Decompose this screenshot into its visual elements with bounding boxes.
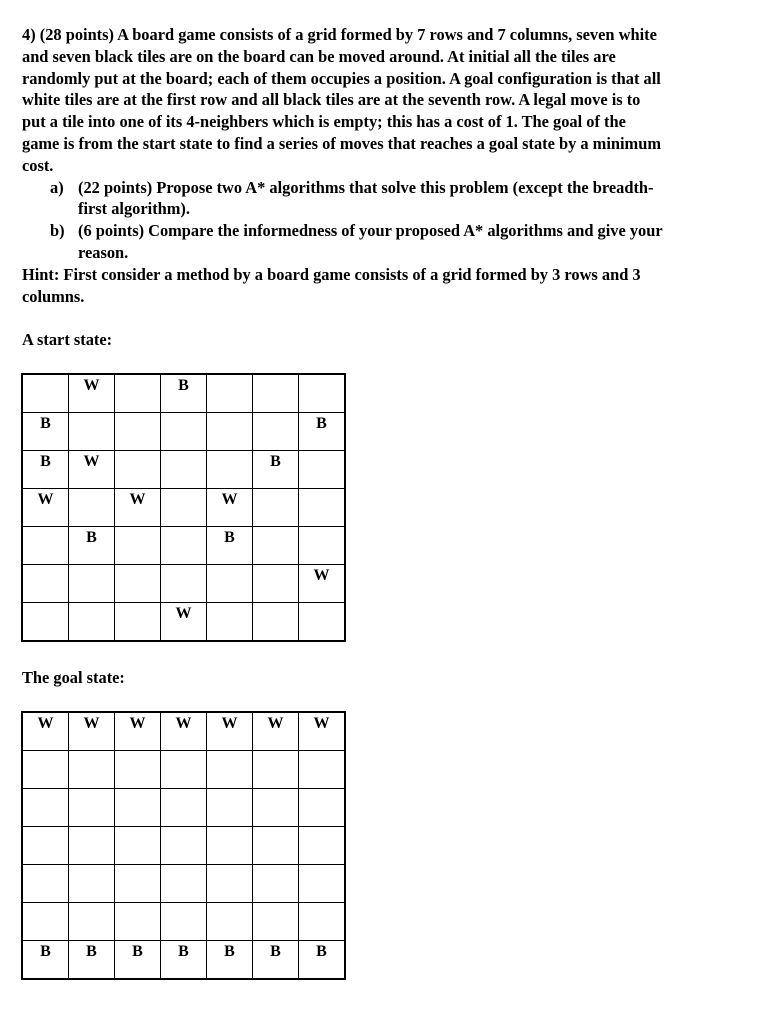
board-row bbox=[22, 527, 345, 565]
hint-text bbox=[22, 264, 762, 308]
board-cell: W bbox=[207, 712, 253, 751]
board-cell: B bbox=[22, 451, 69, 489]
question-line: and seven black tiles are on the board can be moved around. At initial all the tiles are bbox=[22, 46, 616, 66]
part-label: a) bbox=[50, 177, 64, 197]
board-cell bbox=[22, 527, 69, 565]
board-cell bbox=[207, 827, 253, 865]
board-cell bbox=[207, 374, 253, 413]
board-cell bbox=[207, 603, 253, 642]
board-cell bbox=[207, 751, 253, 789]
board-cell: W bbox=[299, 565, 346, 603]
board-cell bbox=[161, 827, 207, 865]
board-cell bbox=[253, 827, 299, 865]
board-cell bbox=[299, 903, 346, 941]
question-block bbox=[22, 24, 762, 307]
board-cell: B bbox=[69, 941, 115, 980]
question-line: 4) (28 points) A board game consists of a grid formed by 7 rows and 7 columns, seven white bbox=[22, 25, 657, 44]
board-cell: W bbox=[22, 489, 69, 527]
board-cell bbox=[299, 527, 346, 565]
hint-line: columns. bbox=[22, 286, 85, 306]
board-cell: B bbox=[253, 941, 299, 980]
question-line: cost. bbox=[22, 155, 54, 175]
board-cell bbox=[161, 451, 207, 489]
board-cell bbox=[299, 451, 346, 489]
board-cell bbox=[69, 565, 115, 603]
question-line: put a tile into one of its 4-neighbers which is empty; this has a cost of 1. The goal of the bbox=[22, 112, 626, 132]
board-cell bbox=[22, 865, 69, 903]
board-cell bbox=[115, 903, 161, 941]
board-cell bbox=[69, 827, 115, 865]
board-cell bbox=[22, 789, 69, 827]
board-cell: W bbox=[161, 712, 207, 751]
part-b bbox=[50, 220, 762, 264]
board-cell bbox=[253, 603, 299, 642]
board-cell bbox=[22, 565, 69, 603]
board-cell bbox=[69, 789, 115, 827]
board-cell bbox=[115, 451, 161, 489]
board-cell bbox=[69, 903, 115, 941]
board-row bbox=[22, 603, 345, 642]
board-cell bbox=[161, 789, 207, 827]
board-cell bbox=[207, 413, 253, 451]
board-cell bbox=[115, 789, 161, 827]
goal-state-board bbox=[21, 711, 346, 980]
board-cell bbox=[299, 603, 346, 642]
board-cell bbox=[299, 489, 346, 527]
board-cell: W bbox=[207, 489, 253, 527]
part-line: (22 points) Propose two A* algorithms that solve this problem (except the breadth- bbox=[78, 177, 654, 197]
part-line: (6 points) Compare the informedness of your proposed A* algorithms and give your bbox=[78, 221, 663, 241]
board-cell: W bbox=[299, 712, 346, 751]
board-row bbox=[22, 565, 345, 603]
board-cell: B bbox=[161, 941, 207, 980]
board-cell bbox=[69, 489, 115, 527]
board-cell: W bbox=[69, 374, 115, 413]
board-cell bbox=[253, 489, 299, 527]
board-cell bbox=[69, 413, 115, 451]
board-cell bbox=[161, 903, 207, 941]
board-cell: B bbox=[207, 527, 253, 565]
board-cell bbox=[161, 565, 207, 603]
board-cell bbox=[22, 374, 69, 413]
board-cell bbox=[115, 413, 161, 451]
board-cell bbox=[299, 751, 346, 789]
board-cell: B bbox=[69, 527, 115, 565]
board-row bbox=[22, 865, 345, 903]
part-a bbox=[50, 177, 762, 221]
board-cell bbox=[253, 751, 299, 789]
board-row bbox=[22, 827, 345, 865]
part-text bbox=[78, 220, 663, 264]
board-cell bbox=[253, 865, 299, 903]
board-cell: W bbox=[69, 712, 115, 751]
board-cell bbox=[69, 751, 115, 789]
board-cell: B bbox=[253, 451, 299, 489]
board-cell bbox=[115, 603, 161, 642]
board-cell bbox=[253, 565, 299, 603]
board-cell bbox=[299, 789, 346, 827]
board-cell bbox=[115, 527, 161, 565]
part-label: b) bbox=[50, 221, 65, 241]
board-cell: W bbox=[22, 712, 69, 751]
board-cell bbox=[161, 751, 207, 789]
question-line: white tiles are at the first row and all black tiles are at the seventh row. A legal move is to bbox=[22, 90, 641, 110]
board-cell bbox=[161, 865, 207, 903]
board-row bbox=[22, 903, 345, 941]
board-cell: W bbox=[161, 603, 207, 642]
part-line: first algorithm). bbox=[78, 199, 190, 219]
board-cell bbox=[22, 751, 69, 789]
board-cell bbox=[69, 865, 115, 903]
board-cell: B bbox=[22, 941, 69, 980]
board-cell bbox=[253, 527, 299, 565]
board-cell bbox=[207, 865, 253, 903]
start-state-label: A start state: bbox=[22, 330, 113, 349]
board-row bbox=[22, 941, 345, 980]
board-cell bbox=[299, 374, 346, 413]
hint-line: Hint: First consider a method by a board game consists of a grid formed by 3 rows and 3 bbox=[22, 264, 641, 284]
board-cell: W bbox=[69, 451, 115, 489]
board-cell bbox=[115, 751, 161, 789]
board-cell bbox=[69, 603, 115, 642]
board-cell bbox=[161, 527, 207, 565]
board-cell bbox=[253, 413, 299, 451]
board-row bbox=[22, 374, 345, 413]
board-cell: B bbox=[161, 374, 207, 413]
question-line: game is from the start state to find a series of moves that reaches a goal state by a minimum bbox=[22, 133, 661, 153]
board-cell bbox=[253, 789, 299, 827]
board-row bbox=[22, 712, 345, 751]
goal-state-label: The goal state: bbox=[22, 668, 125, 687]
board-cell: B bbox=[299, 941, 346, 980]
board-cell bbox=[207, 451, 253, 489]
board-cell bbox=[22, 903, 69, 941]
board-cell bbox=[207, 565, 253, 603]
board-cell bbox=[207, 903, 253, 941]
board-cell: B bbox=[115, 941, 161, 980]
board-row bbox=[22, 451, 345, 489]
board-cell: W bbox=[115, 489, 161, 527]
board-cell bbox=[161, 413, 207, 451]
board-cell bbox=[115, 565, 161, 603]
board-cell bbox=[253, 903, 299, 941]
board-cell bbox=[115, 827, 161, 865]
question-text bbox=[22, 24, 762, 177]
board-row bbox=[22, 489, 345, 527]
board-cell bbox=[22, 827, 69, 865]
part-line: reason. bbox=[78, 242, 129, 262]
start-state-board bbox=[21, 373, 346, 642]
board-cell bbox=[22, 603, 69, 642]
board-cell: W bbox=[253, 712, 299, 751]
board-row bbox=[22, 751, 345, 789]
board-row bbox=[22, 789, 345, 827]
board-cell: W bbox=[115, 712, 161, 751]
board-cell bbox=[299, 827, 346, 865]
board-cell: B bbox=[22, 413, 69, 451]
board-cell bbox=[115, 374, 161, 413]
question-line: randomly put at the board; each of them occupies a position. A goal configuration is that all bbox=[22, 68, 661, 88]
board-cell bbox=[253, 374, 299, 413]
part-text bbox=[78, 177, 653, 221]
board-cell bbox=[161, 489, 207, 527]
board-cell bbox=[207, 789, 253, 827]
board-cell bbox=[115, 865, 161, 903]
board-cell bbox=[299, 865, 346, 903]
board-row bbox=[22, 413, 345, 451]
board-cell: B bbox=[299, 413, 346, 451]
board-cell: B bbox=[207, 941, 253, 980]
